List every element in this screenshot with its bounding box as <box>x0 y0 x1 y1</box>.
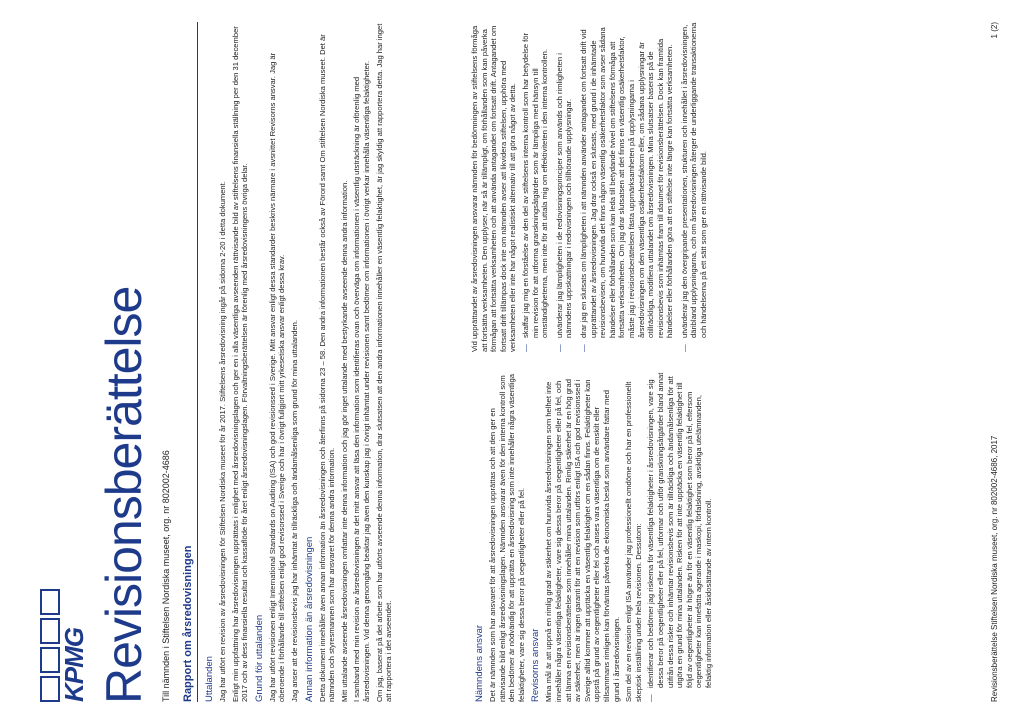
section-title-uttalanden: Uttalanden <box>204 656 215 702</box>
paragraph: Om jag, baserat på det arbete som har utförts avseende denna information, drar slutsatsen att den andra informationen innehåller en väsentlig felaktighet, är jag skyldig att rapportera detta. Jag har inget att rapportera i det avseendet. <box>374 23 394 702</box>
section-title-revisorns-ansvar: Revisorns ansvar <box>530 628 542 702</box>
footer-text: Revisionsberättelse Stiftelsen Nordiska museet, org. nr 802002-4686, 2017 <box>990 435 999 702</box>
kpmg-logo <box>40 542 88 702</box>
left-column <box>470 372 718 702</box>
paragraph: Jag anser att de revisionsbevis jag har inhämtat är tillräckliga och ändamålsenliga som grund för mina uttalanden. <box>289 319 299 702</box>
right-column <box>470 22 714 352</box>
paragraph: Jag har utfört en revision av årsredovisningen för Stiftelsen Nordiska museet för år 2017. Stiftelsens årsredovisning ingår på sidorna 2-20 i detta dokument. <box>218 181 227 702</box>
report-heading: Rapport om årsredovisningen <box>182 545 194 702</box>
bullet-list <box>521 22 709 352</box>
page-footer <box>990 22 999 702</box>
paragraph: I samband med min revision av årsredovisningen är det mitt ansvar att läsa den information som identifieras ovan och överväga om informationen i väsentlig utsträckning är oförenlig med årsredovisningen. Vid denna genomgång beaktar jag även den kunskap jag i övrigt inhämtat under revisionen samt bedömer om informationen i övrigt verkar innehålla väsentliga felaktigheter. <box>352 60 371 702</box>
section-title-annan-information: Annan information än årsredovisningen <box>303 536 315 702</box>
paragraph: Som del av en revision enligt ISA använder jag professionellt omdöme och har en professionellt skeptisk inställning under hela revisionen. Dessutom: <box>624 381 643 702</box>
list-item: — drar jag en slutsats om lämpligheten i att nämnden använder antagandet om fortsatt drift vid upprättandet av årsredovisningen. Jag drar också en slutsats, med grund i de inhämtade revisionsbevisen, om huruvida det finns någon väsentlig osäkerhetsfaktor som avser sådana händelser eller förhållanden som kan leda till betydande tvivel om stiftelsens förmåga att fortsätta verksamheten. Om jag drar slutsatsen att det finns en väsentlig osäkerhetsfaktor, måste jag i revisionsberättelsen fästa uppmärksamheten på upplysningarna i årsredovisningen om den väsentliga osäkerhetsfaktorn eller, om sådana upplysningar är otillräckliga, modifiera uttalandet om årsredovisningen. Mina slutsatser baseras på de revisionsbevis som inhämtas fram till datumet för revisionsberättelsen. Dock kan framtida händelser eller förhållanden göra att en stiftelse inte längre kan fortsätta verksamheten. <box>579 22 675 352</box>
addressee-line: Till nämnden i Stiftelsen Nordiska museet, org. nr 802002-4686 <box>161 450 171 702</box>
report-title: Revisionsberättelse <box>96 286 152 704</box>
list-item: — utvärderar jag lämpligheten i de redovisningsprinciper som används och rimligheten i nämndens uppskattningar i redovisningen och tillhörande upplysningar. <box>555 22 574 352</box>
paragraph: Jag har utfört revisionen enligt International Standards on Auditing (ISA) och god revisionssed i Sverige. Mitt ansvar enligt dessa standarder beskrivs närmare i avsnittet Revisorns ansvar. Jag är oberoende i förhållande till stiftelsen enligt god revisorssed i Sverige och har i övrigt fullgjort mitt yrkesetiska ansvar enligt dessa krav. <box>267 52 287 702</box>
page-number: 1 (2) <box>990 22 999 39</box>
section-title-namndens-ansvar: Nämndens ansvar <box>474 624 485 702</box>
paragraph: Enligt min uppfattning har årsredovisningen upprättats i enlighet med årsredovisningslagen och ger en i alla väsentliga avseenden rättvisande bild av stiftelsens finansiella ställning per den 31 december 2017 och av dess finansiella resultat och kassaflöde för året enligt årsredovisningslagen. Förvaltningsberättelsen är förenlig med årsredovisningens övriga delar. <box>230 26 250 702</box>
paragraph: Detta dokument innehåller även annan information än årsredovisningen och återfinns på sidorna 23 – 58. Den andra informationen består också av Förord samt Om stiftelsen Nordiska museet. Det är nämnden och styresmannen som har ansvaret för denna andra information. <box>317 34 337 702</box>
logo-boxes-icon <box>40 542 60 702</box>
logo-wordmark: KPMG <box>59 628 89 702</box>
paragraph: Mina mål är att uppnå en rimlig grad av säkerhet om huruvida årsredovisningen som helhet inte innehåller några väsentliga felaktigheter, vare sig dessa beror på oegentligheter eller på fel, och att lämna en revisionsberättelse som innehåller mina uttalanden. Rimlig säkerhet är en hög grad av säkerhet, men är ingen garanti för att en revision som utförs enligt ISA och god revisionssed i Sverige alltid kommer att upptäcka en väsentlig felaktighet om en sådan finns. Felaktigheter kan uppstå på grund av oegentligheter eller fel och anses vara väsentliga om de enskilt eller tillsammans rimligen kan förväntas påverka de ekonomiska beslut som användare fattar med grund i årsredovisningen. <box>544 379 621 702</box>
list-item: — skaffar jag mig en förståelse av den del av stiftelsens interna kontroll som har betydelse för min revision för att utforma granskningsåtgärder som är lämpliga med hänsyn till omständigheterna, men inte för att uttala mig om effektiviteten i den interna kontrollen. <box>521 22 550 352</box>
section-title-grund: Grund för uttalanden <box>253 614 265 702</box>
heading-rule <box>197 22 198 702</box>
paragraph: Det är nämnden som har ansvaret för att årsredovisningen upprättas och att den ger en rättvisande bild enligt årsredovisningslagen. Nämnden ansvarar även för den interna kontroll som den bedömer är nödvändig för att upprätta en årsredovisning som inte innehåller några väsentliga felaktigheter, vare sig dessa beror på oegentligheter eller på fel. <box>488 373 526 702</box>
bullet-list <box>646 372 713 702</box>
paragraph: Mitt uttalande avseende årsredovisningen omfattar inte denna information och jag gör inget uttalande med bestyrkande avseende denna andra information. <box>339 180 349 702</box>
list-item: — utvärderar jag den övergripande presentationen, strukturen och innehållet i årsredovisningen, däribland upplysningarna, och om årsredovisningen återger de underliggande transaktionerna och händelserna på ett sätt som ger en rättvisande bild. <box>680 22 709 352</box>
full-width-sections <box>200 22 397 702</box>
list-item: — identifierar och bedömer jag riskerna för väsentliga felaktigheter i årsredovisningen, vare sig dessa beror på oegentligheter eller på fel, utformar och utför granskningsåtgärder bland annat utifrån dessa risker och inhämtar revisionsbevis som är tillräckliga och ändamålsenliga för att utgöra en grund för mina uttalanden. Risken för att inte upptäcka en väsentlig felaktighet till följd av oegentligheter är högre än för en väsentlig felaktighet som beror på fel, eftersom oegentligheter kan innefatta agerande i maskopi, förfalskning, avsiktliga utelämnanden, felaktig information eller åsidosättande av intern kontroll. <box>646 372 713 702</box>
paragraph: Vid upprättandet av årsredovisningen ansvarar nämnden för bedömningen av stiftelsens förmåga att fortsätta verksamheten. Den upplyser, när så är tillämpligt, om förhållanden som kan påverka förmågan att fortsätta verksamheten och att använda antagandet om fortsatt drift. Antagandet om fortsatt drift tillämpas dock inte om nämnden avser att likvidera stiftelsen, upphöra med verksamheten eller inte har något realistiskt alternativ till att göra något av detta. <box>470 25 518 352</box>
